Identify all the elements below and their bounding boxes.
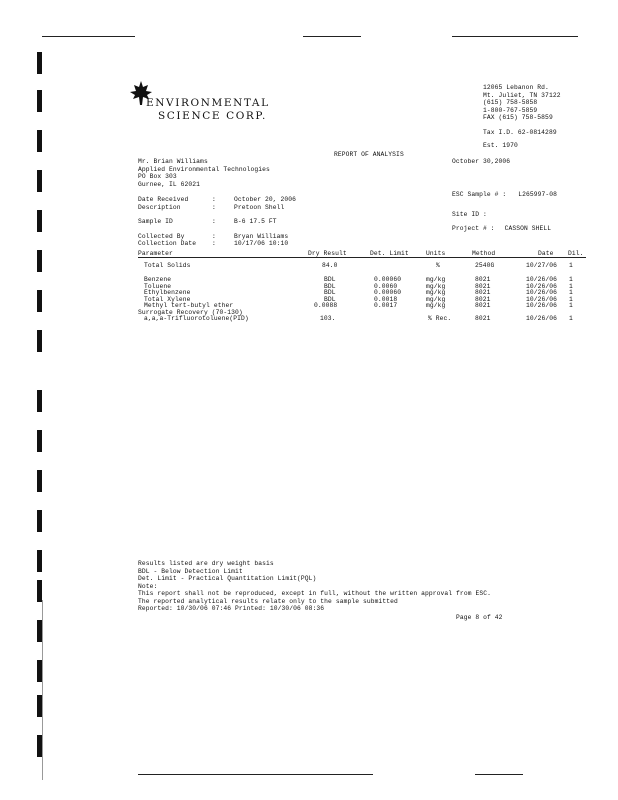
cell-param: Total Xylene [144,295,191,303]
field-label: Sample ID [138,218,173,225]
address-line: 1-800-767-5859 [483,106,538,114]
results-table [138,250,588,330]
cell-result: BDL [324,282,336,290]
cell-units: mg/kg [426,282,446,290]
company-name-line1: ENVIRONMENTAL [146,97,270,109]
cell-method: 8021 [475,276,491,283]
project-number [452,225,551,233]
site-id [452,211,487,219]
top-rule-mid [303,36,361,37]
cell-method: 8021 [475,282,491,290]
tax-id: Tax I.D. 62-0814289 [483,128,557,136]
field-value: B-6 17.5 FT [234,218,277,225]
client-line: PO Box 303 [138,173,177,180]
cell-limit: 0.00060 [374,289,402,296]
bottom-rule-right [475,774,523,775]
cell-result: BDL [324,295,336,303]
cell-units: mg/kg [426,276,446,283]
cell-param: Total Solids [144,262,191,269]
field-colon: : [212,240,216,247]
field-label: Collection Date [138,240,197,247]
report-date: October 30,2006 [452,158,511,165]
cell-method: 2540G [475,262,495,269]
left-margin-line [42,600,43,780]
cell-result: 84.0 [322,262,338,269]
header-dry-result: Dry Result [308,250,347,257]
cell-limit: 0.0018 [374,295,398,303]
header-date: Date [538,250,554,257]
footer-line: Results listed are dry weight basis [138,560,274,567]
esc-sample [452,191,557,199]
field-colon: : [212,203,216,211]
cell-units: mg/kg [426,302,446,309]
cell-dil: 1 [569,276,573,283]
project-value: CASSON SHELL [504,225,552,232]
page-number: Page 8 of 42 [456,614,503,621]
client-line: Gurnee, IL 62021 [138,180,201,188]
header-det-limit: Det. Limit [370,250,409,257]
footer-line: BDL - Below Detection Limit [138,567,243,575]
cell-date: 10/26/06 [526,289,558,296]
header-dil: Dil. [568,250,584,257]
address-line: Mt. Juliet, TN 37122 [483,91,561,99]
footer-line: Det. Limit - Practical Quantitation Limit(PQL) [138,575,317,582]
cell-units: mg/kg [426,295,446,303]
cell-units: % Rec. [428,315,452,322]
cell-dil: 1 [569,262,573,269]
bottom-rule-mid [138,774,373,775]
cell-result: BDL [324,276,336,283]
address-line: 12065 Lebanon Rd. [483,84,549,91]
cell-result: BDL [324,289,336,296]
field-value: Bryan Williams [234,232,289,240]
field-colon: : [212,232,216,240]
cell-limit: 0.00060 [374,276,402,283]
esc-sample-label: ESC Sample # : [452,191,507,198]
cell-dil: 1 [569,289,573,296]
cell-date: 10/26/06 [526,295,558,303]
header-method: Method [472,250,496,257]
header-units: Units [426,250,446,257]
cell-date: 10/26/06 [526,276,558,283]
cell-param: Benzene [144,276,172,283]
address-line: FAX (615) 758-5859 [483,114,553,121]
table-row [138,262,588,269]
cell-param: Methyl tert-butyl ether [144,302,234,309]
field-colon: : [212,218,216,225]
company-name-line2: SCIENCE CORP. [158,110,267,122]
field-row [138,196,296,204]
cell-param: Toluene [144,282,172,290]
cell-date: 10/26/06 [526,282,558,290]
field-label: Collected By [138,232,185,240]
cell-dil: 1 [569,282,573,290]
footer-line: This report shall not be reproduced, except in full, without the written approval from ESC. [138,590,491,597]
address-line: (615) 758-5858 [483,99,538,106]
sample-fields [138,196,296,248]
field-label: Description [138,203,181,211]
cell-date: 10/26/06 [526,315,558,322]
report-title: REPORT OF ANALYSIS [334,151,404,158]
cell-date: 10/27/06 [526,262,558,269]
field-value: 10/17/06 10:10 [234,240,289,247]
cell-date: 10/26/06 [526,302,558,309]
cell-param: a,a,a-Trifluorotoluene(PID) [144,315,249,322]
top-rule-right [452,36,578,37]
field-row [138,233,296,241]
cell-result: 103. [320,315,336,322]
field-row [138,240,296,248]
cell-result: 0.0088 [314,302,338,309]
cell-method: 8021 [475,302,491,309]
table-header-underline [138,257,586,258]
field-colon: : [212,196,216,203]
field-label: Date Received [138,196,189,203]
cell-method: 8021 [475,295,491,303]
footer-line: Note: [138,582,158,590]
cell-limit: 0.0017 [374,302,398,309]
company-name [146,97,286,123]
project-label: Project # : [452,225,495,232]
client-line: Applied Environmental Technologies [138,165,270,173]
top-rule-left [42,36,135,37]
cell-units: % [436,262,440,269]
cell-limit: 0.0060 [374,282,398,290]
table-row [138,315,588,322]
field-row [138,218,296,226]
footer-notes [138,560,491,613]
table-header-row [138,250,588,257]
cell-units: mg/kg [426,289,446,296]
cell-param: Surrogate Recovery (70-130) [138,308,243,316]
field-value: Pretoon Shell [234,203,285,211]
cell-method: 8021 [475,315,491,322]
cell-dil: 1 [569,302,573,309]
cell-method: 8021 [475,289,491,296]
cell-dil: 1 [569,295,573,303]
site-id-label: Site ID : [452,211,487,218]
client-address [138,158,270,188]
cell-dil: 1 [569,315,573,322]
cell-param: Ethylbenzene [144,289,191,296]
client-line: Mr. Brian Williams [138,158,208,165]
header-parameter: Parameter [138,250,173,257]
company-address [483,84,561,150]
footer-line: The reported analytical results relate only to the sample submitted [138,597,398,605]
established: Est. 1970 [483,142,518,149]
esc-sample-value: L265997-08 [518,191,557,198]
field-value: October 20, 2006 [234,196,297,203]
footer-line: Reported: 10/30/06 07:46 Printed: 10/30/06 08:36 [138,605,325,612]
field-row [138,204,296,212]
